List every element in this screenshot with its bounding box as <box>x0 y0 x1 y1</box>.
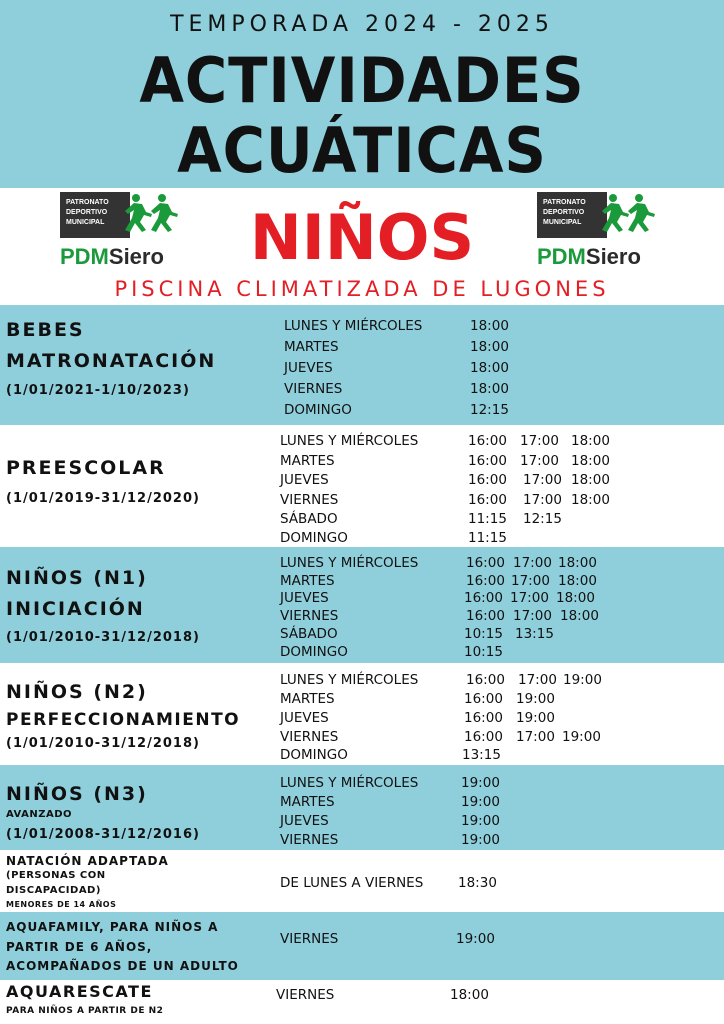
group-note-small: MENORES DE 14 AÑOS <box>6 900 117 909</box>
time-slot: 17:00 <box>513 555 552 571</box>
logo-text-line: PATRONATO <box>66 199 109 206</box>
time-slot: 12:15 <box>523 511 562 527</box>
day-label: MARTES <box>280 794 335 810</box>
day-label: MARTES <box>284 339 339 355</box>
logo-text-line: PATRONATO <box>543 199 586 206</box>
time-slot: 10:15 <box>464 626 503 642</box>
group-ages: (1/01/2008-31/12/2016) <box>6 827 200 842</box>
day-label: LUNES Y MIÉRCOLES <box>280 775 419 791</box>
time-slot: 18:00 <box>470 381 509 397</box>
schedule-block-n1 <box>0 547 724 663</box>
time-slot: 19:00 <box>461 813 500 829</box>
day-label: MARTES <box>280 573 335 589</box>
time-slot: 19:00 <box>456 931 495 947</box>
group-ages: (1/01/2019-31/12/2020) <box>6 491 200 506</box>
schedule-block-n3 <box>0 765 724 850</box>
time-slot: 16:00 <box>466 573 505 589</box>
logo-brand: PDMSiero <box>537 244 641 269</box>
day-label: VIERNES <box>280 832 339 848</box>
time-slot: 16:00 <box>464 691 503 707</box>
day-label: VIERNES <box>280 729 339 745</box>
time-slot: 18:00 <box>556 590 595 606</box>
group-note: PARA NIÑOS A PARTIR DE N2 <box>6 1006 164 1016</box>
time-slot: 18:00 <box>571 433 610 449</box>
group-name: AQUAFAMILY, PARA NIÑOS A <box>6 920 219 934</box>
time-slot: 18:00 <box>560 608 599 624</box>
time-slot: 17:00 <box>518 672 557 688</box>
group-name: PREESCOLAR <box>6 457 166 479</box>
group-name: NIÑOS (N2) <box>6 681 148 703</box>
time-slot: 17:00 <box>520 453 559 469</box>
time-slot: 16:00 <box>466 672 505 688</box>
venue-subtitle: PISCINA CLIMATIZADA DE LUGONES <box>114 277 610 301</box>
day-label: SÁBADO <box>280 511 338 527</box>
day-label: JUEVES <box>284 360 333 376</box>
time-slot: 16:00 <box>464 729 503 745</box>
time-slot: 19:00 <box>461 775 500 791</box>
group-name: NIÑOS (N3) <box>6 783 148 805</box>
time-slot: 16:00 <box>464 710 503 726</box>
day-label: JUEVES <box>280 710 329 726</box>
day-label: VIERNES <box>280 608 339 624</box>
time-slot: 18:00 <box>571 472 610 488</box>
time-slot: 10:15 <box>464 644 503 660</box>
time-slot: 17:00 <box>510 590 549 606</box>
day-label: VIERNES <box>284 381 343 397</box>
time-slot: 19:00 <box>516 710 555 726</box>
time-slot: 16:00 <box>468 453 507 469</box>
group-ages: (1/01/2010-31/12/2018) <box>6 736 200 751</box>
time-slot: 16:00 <box>464 590 503 606</box>
day-label: DOMINGO <box>280 747 348 763</box>
time-slot: 18:00 <box>558 573 597 589</box>
logo-brand: PDMSiero <box>60 244 164 269</box>
day-label: LUNES Y MIÉRCOLES <box>280 555 419 571</box>
logo-text-line: MUNICIPAL <box>66 219 105 226</box>
group-level: AVANZADO <box>6 809 73 820</box>
group-name: PERFECCIONAMIENTO <box>6 710 241 730</box>
time-slot: 16:00 <box>468 492 507 508</box>
time-slot: 11:15 <box>468 511 507 527</box>
day-label: DE LUNES A VIERNES <box>280 875 424 891</box>
group-name: PARTIR DE 6 AÑOS, <box>6 940 153 954</box>
day-label: LUNES Y MIÉRCOLES <box>280 672 419 688</box>
schedule-block-aquafamily <box>0 912 724 980</box>
day-label: DOMINGO <box>284 402 352 418</box>
day-label: DOMINGO <box>280 644 348 660</box>
time-slot: 16:00 <box>468 472 507 488</box>
time-slot: 17:00 <box>513 608 552 624</box>
time-slot: 18:00 <box>571 453 610 469</box>
time-slot: 13:15 <box>462 747 501 763</box>
time-slot: 11:15 <box>468 530 507 546</box>
time-slot: 18:00 <box>470 339 509 355</box>
time-slot: 18:00 <box>571 492 610 508</box>
time-slot: 17:00 <box>523 492 562 508</box>
time-slot: 19:00 <box>461 794 500 810</box>
day-label: DOMINGO <box>280 530 348 546</box>
day-label: MARTES <box>280 453 335 469</box>
group-note: DISCAPACIDAD) <box>6 885 101 896</box>
group-name: NATACIÓN ADAPTADA <box>6 854 169 868</box>
day-label: LUNES Y MIÉRCOLES <box>284 318 423 334</box>
schedule-block-adaptada <box>0 850 724 912</box>
time-slot: 18:00 <box>450 987 489 1003</box>
schedule-block-bebes <box>0 305 724 425</box>
logo-text-line: DEPORTIVO <box>543 209 585 216</box>
group-ages: (1/01/2010-31/12/2018) <box>6 630 200 645</box>
title-line-2: ACUÁTICAS <box>177 114 547 187</box>
time-slot: 19:00 <box>563 672 602 688</box>
time-slot: 18:00 <box>470 318 509 334</box>
time-slot: 13:15 <box>515 626 554 642</box>
group-name: BEBES <box>6 319 85 341</box>
group-name: AQUARESCATE <box>6 982 153 1001</box>
day-label: VIERNES <box>276 987 335 1003</box>
group-name: MATRONATACIÓN <box>6 350 217 372</box>
time-slot: 18:00 <box>558 555 597 571</box>
day-label: VIERNES <box>280 492 339 508</box>
day-label: MARTES <box>280 691 335 707</box>
title-line-1: ACTIVIDADES <box>139 44 585 117</box>
time-slot: 16:00 <box>468 433 507 449</box>
time-slot: 16:00 <box>466 608 505 624</box>
time-slot: 12:15 <box>470 402 509 418</box>
category-title: NIÑOS <box>249 201 475 274</box>
group-ages: (1/01/2021-1/10/2023) <box>6 383 190 398</box>
group-name: ACOMPAÑADOS DE UN ADULTO <box>6 959 239 973</box>
day-label: JUEVES <box>280 813 329 829</box>
time-slot: 19:00 <box>562 729 601 745</box>
group-name: INICIACIÓN <box>6 598 145 620</box>
group-name: NIÑOS (N1) <box>6 567 148 589</box>
time-slot: 19:00 <box>516 691 555 707</box>
logo-text-line: MUNICIPAL <box>543 219 582 226</box>
schedule-block-aquarescate <box>0 980 724 1024</box>
group-note: (PERSONAS CON <box>6 870 106 881</box>
time-slot: 17:00 <box>520 433 559 449</box>
day-label: JUEVES <box>280 590 329 606</box>
day-label: LUNES Y MIÉRCOLES <box>280 433 419 449</box>
time-slot: 18:30 <box>458 875 497 891</box>
time-slot: 17:00 <box>516 729 555 745</box>
day-label: JUEVES <box>280 472 329 488</box>
schedule-block-n2 <box>0 663 724 765</box>
time-slot: 18:00 <box>470 360 509 376</box>
day-label: SÁBADO <box>280 626 338 642</box>
time-slot: 17:00 <box>523 472 562 488</box>
logo-text-line: DEPORTIVO <box>66 209 108 216</box>
time-slot: 16:00 <box>466 555 505 571</box>
time-slot: 19:00 <box>461 832 500 848</box>
season-label: TEMPORADA 2024 - 2025 <box>170 12 554 37</box>
day-label: VIERNES <box>280 931 339 947</box>
time-slot: 17:00 <box>511 573 550 589</box>
schedule-block-preescolar <box>0 425 724 547</box>
